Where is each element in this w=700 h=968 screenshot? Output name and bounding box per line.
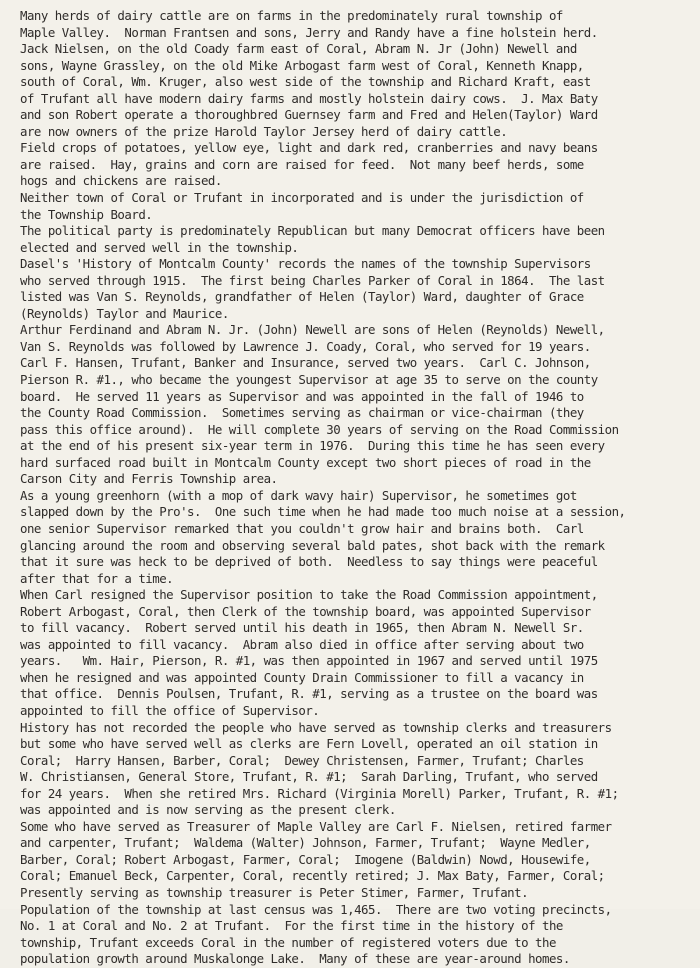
text-line: hogs and chickens are raised. [20,173,222,189]
text-line: one senior Supervisor remarked that you couldn't grow hair and brains both. Carl [20,520,584,536]
text-line: Population of the township at last census was 1,465. There are two voting precincts, [20,901,612,917]
text-line: are now owners of the prize Harold Taylor Jersey herd of dairy cattle. [20,123,508,139]
text-line: Carl F. Hansen, Trufant, Banker and Insurance, served two years. Carl C. Johnson, [20,355,591,371]
text-line: History has not recorded the people who have served as township clerks and treasurers [20,719,612,735]
text-line: Dasel's 'History of Montcalm County' records the names of the township Supervisors [20,256,591,272]
text-line: Van S. Reynolds was followed by Lawrence J. Coady, Coral, who served for 19 years. [20,338,591,354]
text-line: Many herds of dairy cattle are on farms in the predominately rural township of [20,8,563,23]
text-line: listed was Van S. Reynolds, grandfather of Helen (Taylor) Ward, daughter of Grace [20,289,584,305]
text-line: of Trufant all have modern dairy farms and mostly holstein dairy cows. J. Max Baty [20,90,598,106]
text-line: that office. Dennis Poulsen, Trufant, R. #1, serving as a trustee on the board was [20,686,598,702]
text-line: As a young greenhorn (with a mop of dark wavy hair) Supervisor, he sometimes got [20,487,577,503]
text-line: Coral; Harry Hansen, Barber, Coral; Dewey Christensen, Farmer, Trufant; Charles [20,752,584,768]
text-line: appointed to fill the office of Supervisor. [20,702,320,718]
text-line: for 24 years. When she retired Mrs. Richard (Virginia Morell) Parker, Trufant, R. #1; [20,785,619,801]
text-line: and carpenter, Trufant; Waldema (Walter) Johnson, Farmer, Trufant; Wayne Medler, [20,835,591,851]
text-line: board. He served 11 years as Supervisor and was appointed in the fall of 1946 to [20,388,584,404]
text-line: No. 1 at Coral and No. 2 at Trufant. For the first time in the history of the [20,918,563,934]
text-line: Jack Nielsen, on the old Coady farm east of Coral, Abram N. Jr (John) Newell and [20,41,577,57]
text-line: but some who have served well as clerks are Fern Lovell, operated an oil station in [20,736,598,752]
text-line: elected and served well in the township. [20,239,299,255]
text-line: when he resigned and was appointed County Drain Commissioner to fill a vacancy in [20,669,584,685]
text-line: the County Road Commission. Sometimes serving as chairman or vice-chairman (they [20,405,584,421]
text-line: the Township Board. [20,206,153,222]
text-line: Field crops of potatoes, yellow eye, light and dark red, cranberries and navy beans [20,140,598,156]
text-line: years. Wm. Hair, Pierson, R. #1, was then appointed in 1967 and served until 1975 [20,653,598,669]
text-line: to fill vacancy. Robert served until his death in 1965, then Abram N. Newell Sr. [20,620,584,636]
text-line: Some who have served as Treasurer of Maple Valley are Carl F. Nielsen, retired farmer [20,818,612,834]
text-line: population growth around Muskalonge Lake. Many of these are year-around homes. [20,951,570,967]
text-line: When Carl resigned the Supervisor position to take the Road Commission appointment, [20,587,598,603]
text-line: Pierson R. #1., who became the youngest Supervisor at age 35 to serve on the county [20,372,598,388]
text-line: township, Trufant exceeds Coral in the number of registered voters due to the [20,934,556,950]
text-line: at the end of his present six-year term in 1976. During this time he has seen every [20,438,605,454]
text-line: Carson City and Ferris Township area. [20,471,278,487]
text-line: Neither town of Coral or Trufant in incorporated and is under the jurisdiction of [20,190,584,206]
text-line: Maple Valley. Norman Frantsen and sons, Jerry and Randy have a fine holstein herd. [20,24,598,40]
text-line: glancing around the room and observing several bald pates, shot back with the remark [20,537,605,553]
text-line: who served through 1915. The first being Charles Parker of Coral in 1864. The last [20,272,605,288]
text-line: and son Robert operate a thoroughbred Guernsey farm and Fred and Helen(Taylor) Ward [20,107,598,123]
text-line: Robert Arbogast, Coral, then Clerk of the township board, was appointed Supervisor [20,603,591,619]
text-line: Presently serving as township treasurer is Peter Stimer, Farmer, Trufant. [20,884,529,900]
text-line: was appointed and is now serving as the present clerk. [20,802,396,818]
text-line: pass this office around). He will complete 30 years of serving on the Road Commission [20,421,619,437]
text-line: hard surfaced road built in Montcalm County except two short pieces of road in the [20,454,591,470]
text-line: after that for a time. [20,570,174,586]
text-line: Arthur Ferdinand and Abram N. Jr. (John) Newell are sons of Helen (Reynolds) Newell, [20,322,605,338]
text-line: Barber, Coral; Robert Arbogast, Farmer, Coral; Imogene (Baldwin) Nowd, Housewife, [20,851,591,867]
text-line: are raised. Hay, grains and corn are raised for feed. Not many beef herds, some [20,156,584,172]
text-line: Coral; Emanuel Beck, Carpenter, Coral, recently retired; J. Max Baty, Farmer, Coral; [20,868,605,884]
text-line: The political party is predominately Republican but many Democrat officers have been [20,223,605,239]
text-line: slapped down by the Pro's. One such time when he had made too much noise at a session, [20,504,626,520]
text-line: sons, Wayne Grassley, on the old Mike Arbogast farm west of Coral, Kenneth Knapp, [20,57,584,73]
text-line: south of Coral, Wm. Kruger, also west side of the township and Richard Kraft, east [20,74,591,90]
text-line: W. Christiansen, General Store, Trufant, R. #1; Sarah Darling, Trufant, who served [20,769,598,785]
text-line: that it sure was heck to be deprived of both. Needless to say things were peaceful [20,554,598,570]
text-line: (Reynolds) Taylor and Maurice. [20,305,229,321]
text-line: was appointed to fill vacancy. Abram also died in office after serving about two [20,636,584,652]
